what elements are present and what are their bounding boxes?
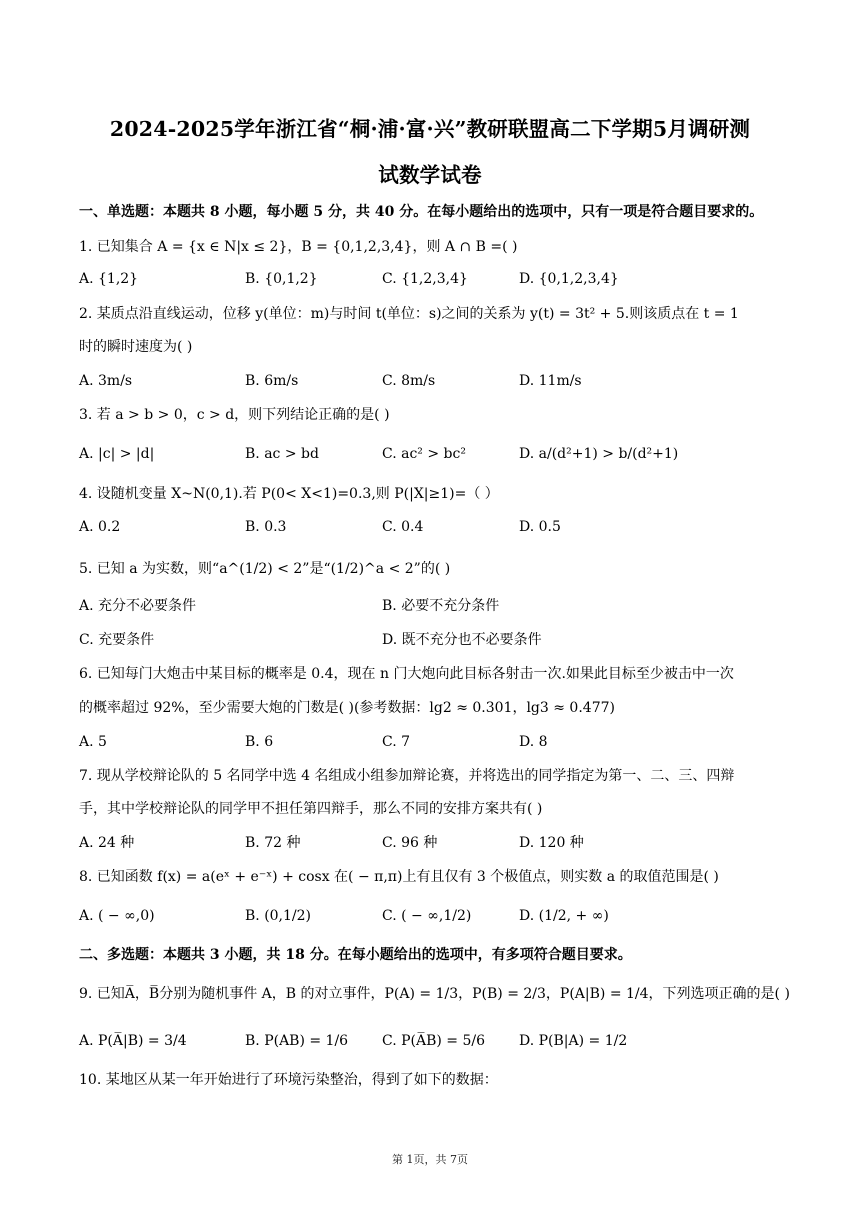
question-5-option-c: C. 充要条件	[79, 632, 155, 648]
question-1-option-a: A. {1,2}	[79, 271, 139, 287]
question-2-stem-line1: 2. 某质点沿直线运动，位移 y(单位：m)与时间 t(单位：s)之间的关系为 y(t) = 3t² + 5.则该质点在 t = 1	[79, 306, 739, 322]
question-2-option-a: A. 3m/s	[79, 373, 133, 389]
question-5-option-b: B. 必要不充分条件	[382, 598, 500, 614]
page-title-line1: 2024-2025学年浙江省“桐·浦·富·兴”教研联盟高二下学期5月调研测	[109, 117, 751, 141]
section-multiple-choice-heading: 二、多选题：本题共 3 小题，共 18 分。在每小题给出的选项中，有多项符合题目要求。	[79, 947, 632, 963]
question-3-stem: 3. 若 a > b > 0，c > d，则下列结论正确的是( )	[79, 407, 390, 423]
question-8-option-a: A. ( − ∞,0)	[79, 908, 155, 924]
question-1-option-b: B. {0,1,2}	[245, 271, 318, 287]
question-6-stem-line2: 的概率超过 92%，至少需要大炮的门数是( )(参考数据：lg2 ≈ 0.301，lg3 ≈ 0.477)	[79, 700, 615, 716]
question-5-stem: 5. 已知 a 为实数，则“a^(1/2) < 2”是“(1/2)^a < 2”的( )	[79, 561, 451, 577]
question-6-option-c: C. 7	[382, 734, 411, 750]
question-2-option-c: C. 8m/s	[382, 373, 436, 389]
page-footer: 第 1页，共 7页	[392, 1153, 468, 1166]
question-3-option-b: B. ac > bd	[245, 446, 319, 462]
question-4-option-a: A. 0.2	[79, 519, 121, 535]
question-8-stem: 8. 已知函数 f(x) = a(eˣ + e⁻ˣ) + cosx 在( − π,π)上有且仅有 3 个极值点，则实数 a 的取值范围是( )	[79, 869, 719, 885]
question-7-option-a: A. 24 种	[79, 835, 135, 851]
question-1-option-c: C. {1,2,3,4}	[382, 271, 468, 287]
question-2-option-d: D. 11m/s	[519, 373, 582, 389]
question-2-option-b: B. 6m/s	[245, 373, 299, 389]
question-8-option-c: C. ( − ∞,1/2)	[382, 908, 472, 924]
question-7-option-b: B. 72 种	[245, 835, 301, 851]
question-1-option-d: D. {0,1,2,3,4}	[519, 271, 619, 287]
question-7-option-d: D. 120 种	[519, 835, 584, 851]
question-4-option-b: B. 0.3	[245, 519, 287, 535]
question-3-option-a: A. |c| > |d|	[79, 446, 155, 462]
question-8-option-d: D. (1/2, + ∞)	[519, 908, 609, 924]
question-6-option-a: A. 5	[79, 734, 107, 750]
section-single-choice-heading: 一、单选题：本题共 8 小题，每小题 5 分，共 40 分。在每小题给出的选项中，只有一项是符合题目要求的。	[79, 204, 764, 220]
question-8-option-b: B. (0,1/2)	[245, 908, 312, 924]
page-title-line2: 试数学试卷	[378, 163, 482, 187]
question-9-stem: 9. 已知A̅，B̅分别为随机事件 A，B 的对立事件，P(A) = 1/3，P(B) = 2/3，P(A|B) = 1/4，下列选项正确的是( )	[79, 986, 790, 1002]
question-4-option-d: D. 0.5	[519, 519, 561, 535]
question-3-option-c: C. ac² > bc²	[382, 446, 466, 462]
question-9-option-a: A. P(A̅|B) = 3/4	[79, 1033, 187, 1049]
question-6-option-b: B. 6	[245, 734, 274, 750]
question-9-option-d: D. P(B|A) = 1/2	[519, 1033, 628, 1049]
question-4-stem: 4. 设随机变量 X~N(0,1).若 P(0< X<1)=0.3,则 P(|X|≥1)=（ ）	[79, 486, 499, 502]
question-7-stem-line1: 7. 现从学校辩论队的 5 名同学中选 4 名组成小组参加辩论赛，并将选出的同学指定为第一、二、三、四辩	[79, 768, 735, 784]
question-6-option-d: D. 8	[519, 734, 548, 750]
question-9-option-b: B. P(AB) = 1/6	[245, 1033, 349, 1049]
question-7-option-c: C. 96 种	[382, 835, 438, 851]
question-1-stem: 1. 已知集合 A = {x ∈ N|x ≤ 2}，B = {0,1,2,3,4}，则 A ∩ B =( )	[79, 239, 518, 255]
question-4-option-c: C. 0.4	[382, 519, 424, 535]
question-9-option-c: C. P(A̅B) = 5/6	[382, 1033, 486, 1049]
question-3-option-d: D. a/(d²+1) > b/(d²+1)	[519, 446, 679, 462]
question-10-stem: 10. 某地区从某一年开始进行了环境污染整治，得到了如下的数据：	[79, 1072, 498, 1088]
question-7-stem-line2: 手，其中学校辩论队的同学甲不担任第四辩手，那么不同的安排方案共有( )	[79, 801, 543, 817]
question-5-option-a: A. 充分不必要条件	[79, 598, 197, 614]
question-2-stem-line2: 时的瞬时速度为( )	[79, 339, 193, 355]
question-6-stem-line1: 6. 已知每门大炮击中某目标的概率是 0.4，现在 n 门大炮向此目标各射击一次.如果此目标至少被击中一次	[79, 666, 734, 682]
question-5-option-d: D. 既不充分也不必要条件	[382, 632, 542, 648]
